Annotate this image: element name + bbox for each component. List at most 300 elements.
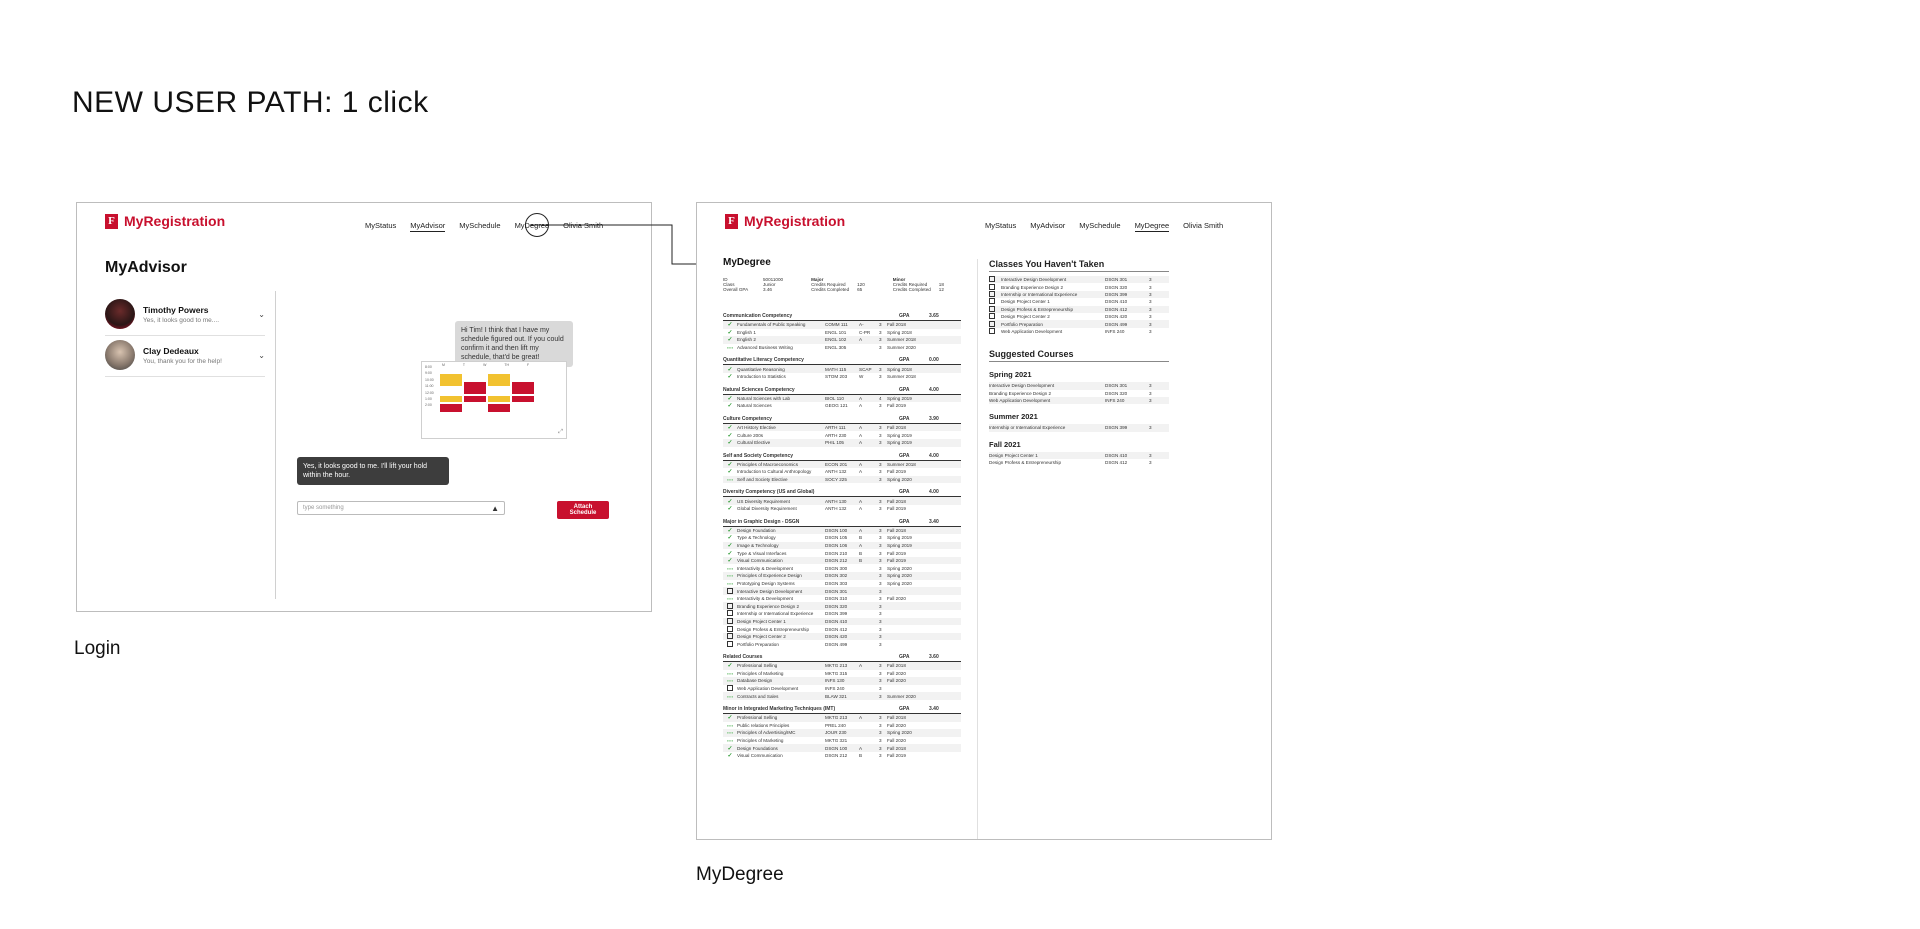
course-name: Art History Elective [737, 425, 776, 431]
course-code: DSGN 412 [825, 626, 848, 632]
checkbox-icon[interactable] [989, 306, 995, 312]
course-code: INFS 240 [1105, 398, 1125, 404]
checkbox-icon[interactable] [989, 298, 995, 304]
course-code: DSGN 100 [825, 527, 848, 533]
check-icon: ✓ [727, 506, 733, 513]
course-code: DSGN 212 [825, 558, 848, 564]
checkbox-icon[interactable] [727, 685, 733, 691]
check-icon: ✓ [727, 403, 733, 410]
course-credits: 3 [879, 663, 882, 669]
message-input[interactable] [297, 501, 505, 515]
course-row[interactable] [723, 670, 961, 678]
course-credits: 3 [879, 469, 882, 475]
course-name: Branding Experience Design 2 [1001, 284, 1064, 290]
course-code: DSGN 320 [1105, 284, 1128, 290]
course-row[interactable] [723, 602, 961, 610]
course-credits: 3 [879, 345, 882, 351]
gpa-label: GPA [899, 518, 910, 525]
course-name: Internship or International Experience [1001, 291, 1078, 297]
course-term: Spring 2019 [887, 395, 912, 401]
not-taken-row[interactable] [989, 313, 1169, 320]
student-info: ID 50011000 Class Junior Overall GPA 3.46 [723, 277, 784, 292]
expand-icon[interactable]: ⤢ [558, 429, 563, 435]
course-code: MKTG 213 [825, 715, 848, 721]
checkbox-icon[interactable] [989, 276, 995, 282]
schedule-block [512, 382, 534, 394]
term-block [989, 370, 1169, 404]
section-header [723, 416, 961, 424]
course-name: Web Application Development [989, 398, 1051, 404]
course-grade: A [859, 461, 863, 467]
check-icon: ✓ [727, 440, 733, 447]
course-code: DSGN 399 [1105, 291, 1128, 297]
course-name: Introduction to Cultural Anthropology [737, 469, 812, 475]
course-term: Spring 2020 [887, 730, 912, 736]
checkbox-icon[interactable] [727, 626, 733, 632]
course-name: Branding Experience Design 2 [989, 390, 1052, 396]
schedule-days: M T W TH F [442, 363, 530, 367]
course-name: Fundamentals of Public Speaking [737, 322, 806, 328]
gpa-label: GPA [899, 489, 910, 496]
course-term: Fall 2020 [887, 722, 906, 728]
course-row[interactable] [723, 365, 961, 373]
section-title: Major in Graphic Design - DSGN [723, 518, 800, 525]
course-name: Design Foundation [737, 527, 776, 533]
check-icon: ✓ [727, 498, 733, 505]
check-icon: ✓ [727, 329, 733, 336]
course-row[interactable] [723, 564, 961, 572]
course-credits: 3 [879, 738, 882, 744]
suggested-course-row[interactable] [989, 397, 1169, 404]
course-name: Quantitative Reasoning [737, 366, 785, 372]
course-name: Principles of Marketing [737, 738, 784, 744]
gpa-label: GPA [899, 705, 910, 712]
course-row[interactable] [723, 752, 961, 760]
course-row[interactable] [723, 737, 961, 745]
in-progress-icon: ●●● [726, 671, 734, 676]
not-taken-row[interactable] [989, 320, 1169, 327]
course-row[interactable] [723, 476, 961, 484]
check-icon: ✓ [727, 432, 733, 439]
check-icon: ✓ [727, 322, 733, 329]
course-term: Fall 2019 [887, 753, 906, 759]
course-name: Public relations Principles [737, 722, 790, 728]
requirement-sections [723, 307, 961, 760]
section-gpa: 4.00 [929, 386, 939, 393]
section-header [723, 453, 961, 461]
term-heading: Spring 2021 [989, 370, 1032, 380]
course-row[interactable] [723, 685, 961, 693]
course-credits: 3 [1149, 321, 1152, 327]
course-credits: 3 [879, 686, 882, 692]
check-icon: ✓ [727, 366, 733, 373]
term-block [989, 440, 1169, 467]
course-code: ANTH 132 [825, 469, 847, 475]
checkbox-icon[interactable] [727, 603, 733, 609]
nav-mystatus[interactable]: MyStatus [985, 221, 1017, 230]
course-name: Principles of Macroeconomics [737, 461, 799, 467]
course-code: SOCY 225 [825, 477, 847, 483]
not-taken-row[interactable] [989, 276, 1169, 283]
contact-list [105, 295, 265, 377]
course-name: Web Application Development [1001, 328, 1063, 334]
course-credits: 3 [1149, 390, 1152, 396]
section-title: Minor in Integrated Marketing Techniques (IMT) [723, 705, 836, 712]
course-credits: 3 [879, 573, 882, 579]
course-name: Design Project Center 2 [737, 634, 786, 640]
course-credits: 3 [879, 670, 882, 676]
course-term: Fall 2019 [887, 558, 906, 564]
course-code: GEOG 121 [825, 403, 848, 409]
course-row[interactable] [723, 633, 961, 641]
course-name: Visual Communication [737, 558, 783, 564]
checkbox-icon[interactable] [727, 641, 733, 647]
suggested-course-row[interactable] [989, 390, 1169, 397]
nav-myadvisor[interactable]: MyAdvisor [1030, 221, 1066, 230]
course-code: ARTH 111 [825, 425, 846, 431]
schedule-block [440, 396, 462, 402]
not-taken-row[interactable] [989, 328, 1169, 335]
course-code: PREL 240 [825, 722, 846, 728]
course-grade: A [859, 498, 863, 504]
not-taken-row[interactable] [989, 283, 1169, 290]
contact-item[interactable] [105, 295, 265, 336]
check-icon: ✓ [727, 469, 733, 476]
requirement-section [723, 416, 961, 447]
course-row[interactable] [723, 534, 961, 542]
course-credits: 3 [1149, 383, 1152, 389]
section-header [723, 706, 961, 714]
course-code: DSGN 100 [825, 745, 848, 751]
course-name: Introduction to Statistics [737, 374, 786, 380]
course-term: Fall 2019 [887, 506, 906, 512]
checkbox-icon[interactable] [989, 313, 995, 319]
course-row[interactable] [723, 729, 961, 737]
app-logo[interactable] [105, 213, 225, 229]
contact-preview: Yes, it looks good to me.... [143, 316, 219, 324]
course-grade: A [859, 440, 863, 446]
course-row[interactable] [723, 572, 961, 580]
course-credits: 3 [879, 588, 882, 594]
course-name: English 2 [737, 337, 756, 343]
course-credits: 3 [879, 678, 882, 684]
course-code: ARTH 230 [825, 432, 847, 438]
course-row[interactable] [723, 595, 961, 603]
course-credits: 3 [1149, 299, 1152, 305]
top-nav [985, 221, 1223, 232]
course-row[interactable] [723, 321, 961, 329]
course-grade: B [859, 550, 863, 556]
course-grade: A [859, 663, 863, 669]
course-credits: 3 [1149, 306, 1152, 312]
course-code: STOM 203 [825, 374, 848, 380]
course-name: Portfolio Preparation [1001, 321, 1043, 327]
section-gpa: 3.40 [929, 705, 939, 712]
nav-myschedule[interactable]: MySchedule [1079, 221, 1121, 230]
course-name: Culture 200s [737, 432, 764, 438]
contact-name: Clay Dedeaux [143, 345, 199, 356]
course-grade: A [859, 425, 863, 431]
course-row[interactable] [723, 329, 961, 337]
schedule-preview[interactable] [421, 361, 567, 439]
course-name: Design Project Center 1 [989, 452, 1038, 458]
attach-schedule-button[interactable]: Attach Schedule [557, 501, 609, 519]
course-row[interactable] [723, 461, 961, 469]
suggested-course-row[interactable] [989, 452, 1169, 459]
course-row[interactable] [723, 424, 961, 432]
course-code: MKTG 321 [825, 738, 848, 744]
course-name: Branding Experience Design 2 [737, 603, 800, 609]
in-progress-icon: ●●● [726, 739, 734, 744]
course-name: Interactive Design Development [989, 383, 1055, 389]
course-grade: A [859, 506, 863, 512]
course-name: Design Profess & Entrepreneurship [1001, 306, 1074, 312]
requirement-section [723, 654, 961, 700]
chat-divider [275, 291, 276, 599]
course-term: Spring 2019 [887, 440, 912, 446]
check-icon: ✓ [727, 558, 733, 565]
course-row[interactable] [723, 395, 961, 403]
course-row[interactable] [723, 677, 961, 685]
section-gpa: 3.40 [929, 518, 939, 525]
course-code: DSGN 106 [825, 542, 848, 548]
course-code: DSGN 301 [1105, 277, 1128, 283]
section-gpa: 3.65 [929, 313, 939, 319]
section-title: Natural Sciences Competency [723, 386, 795, 393]
course-row[interactable] [723, 580, 961, 588]
course-grade: A [859, 337, 863, 343]
course-name: English 1 [737, 329, 756, 335]
check-icon: ✓ [727, 337, 733, 344]
requirement-section [723, 489, 961, 512]
course-term: Spring 2020 [887, 565, 912, 571]
message-input-placeholder: type something [303, 505, 344, 511]
page-title: NEW USER PATH: 1 click [72, 86, 429, 119]
course-code: DSGN 303 [825, 580, 848, 586]
section-gpa: 3.60 [929, 654, 939, 660]
course-credits: 4 [879, 395, 882, 401]
section-gpa: 4.00 [929, 452, 939, 459]
checkbox-icon[interactable] [989, 321, 995, 327]
nav-mydegree[interactable]: MyDegree [514, 221, 550, 230]
course-term: Spring 2019 [887, 542, 912, 548]
course-code: DSGN 210 [825, 550, 848, 556]
course-term: Summer 2018 [887, 461, 916, 467]
course-row[interactable] [723, 625, 961, 633]
course-code: DSGN 399 [825, 611, 848, 617]
course-row[interactable] [723, 587, 961, 595]
course-grade: A [859, 432, 863, 438]
nav-user[interactable]: Olivia Smith [563, 221, 604, 230]
course-code: DSGN 420 [1105, 314, 1128, 320]
course-row[interactable] [723, 744, 961, 752]
schedule-block [488, 404, 510, 412]
course-row[interactable] [723, 542, 961, 550]
course-row[interactable] [723, 497, 961, 505]
course-credits: 3 [1149, 425, 1152, 431]
course-row[interactable] [723, 549, 961, 557]
course-row[interactable] [723, 344, 961, 352]
chevron-down-icon[interactable]: ⌄ [258, 350, 265, 360]
in-progress-icon: ●●● [726, 723, 734, 728]
term-block [989, 412, 1169, 431]
course-credits: 3 [879, 580, 882, 586]
nav-myadvisor[interactable]: MyAdvisor [410, 221, 446, 230]
course-code: DSGN 410 [1105, 299, 1128, 305]
course-grade: A [859, 469, 863, 475]
suggested-course-row[interactable] [989, 382, 1169, 389]
course-grade: C-PR [859, 329, 871, 335]
contact-item[interactable] [105, 336, 265, 377]
send-icon[interactable]: ▲ [491, 503, 499, 513]
checkbox-icon[interactable] [989, 328, 995, 334]
course-credits: 3 [879, 337, 882, 343]
checkbox-icon[interactable] [727, 588, 733, 594]
check-icon: ✓ [727, 550, 733, 557]
course-row[interactable] [723, 468, 961, 476]
app-logo[interactable] [725, 213, 845, 229]
requirement-section [723, 453, 961, 484]
course-row[interactable] [723, 439, 961, 447]
check-icon: ✓ [727, 461, 733, 468]
course-code: ENGL 305 [825, 345, 847, 351]
not-taken-row[interactable] [989, 298, 1169, 305]
nav-myschedule[interactable]: MySchedule [459, 221, 501, 230]
nav-user[interactable]: Olivia Smith [1183, 221, 1224, 230]
checkbox-icon[interactable] [989, 291, 995, 297]
checkbox-icon[interactable] [727, 633, 733, 639]
course-row[interactable] [723, 373, 961, 381]
logo-mark-icon: F [105, 214, 118, 229]
checkbox-icon[interactable] [727, 618, 733, 624]
course-code: DSGN 320 [1105, 390, 1128, 396]
course-credits: 3 [879, 693, 882, 699]
course-code: MATH 115 [825, 366, 847, 372]
schedule-block [488, 396, 510, 402]
course-term: Summer 2018 [887, 337, 916, 343]
course-credits: 3 [879, 535, 882, 541]
course-code: DSGN 301 [825, 588, 848, 594]
course-credits: 3 [879, 603, 882, 609]
requirement-section [723, 313, 961, 351]
course-row[interactable] [723, 505, 961, 513]
section-header [723, 489, 961, 497]
contact-name: Timothy Powers [143, 304, 209, 315]
course-code: DSGN 499 [825, 641, 848, 647]
course-code: JOUR 230 [825, 730, 847, 736]
course-row[interactable] [723, 640, 961, 648]
course-term: Spring 2018 [887, 329, 912, 335]
course-credits: 3 [879, 618, 882, 624]
check-icon: ✓ [727, 745, 733, 752]
course-row[interactable] [723, 722, 961, 730]
not-taken-row[interactable] [989, 291, 1169, 298]
course-credits: 3 [879, 527, 882, 533]
course-code: ANTH 130 [825, 498, 847, 504]
course-credits: 3 [1149, 314, 1152, 320]
course-name: Natural Sciences with Lab [737, 395, 791, 401]
course-code: DSGN 410 [825, 618, 848, 624]
course-row[interactable] [723, 714, 961, 722]
check-icon: ✓ [727, 715, 733, 722]
course-credits: 3 [879, 550, 882, 556]
course-name: Design Foundations [737, 745, 778, 751]
gpa-label: GPA [899, 415, 910, 422]
course-name: Natural Sciences [737, 403, 772, 409]
nav-mydegree[interactable]: MyDegree [1134, 221, 1170, 230]
course-name: Visual Communication [737, 753, 783, 759]
course-credits: 3 [879, 542, 882, 548]
course-row[interactable] [723, 527, 961, 535]
course-term: Fall 2018 [887, 527, 906, 533]
checkbox-icon[interactable] [989, 284, 995, 290]
course-row[interactable] [723, 431, 961, 439]
section-header [723, 519, 961, 527]
in-progress-icon: ●●● [726, 731, 734, 736]
schedule-block [464, 396, 486, 402]
course-term: Fall 2020 [887, 670, 906, 676]
course-name: Database Design [737, 678, 773, 684]
course-term: Fall 2018 [887, 322, 906, 328]
course-credits: 3 [879, 403, 882, 409]
section-header [723, 357, 961, 365]
course-term: Spring 2020 [887, 477, 912, 483]
course-grade: B [859, 753, 863, 759]
course-row[interactable] [723, 336, 961, 344]
course-credits: 3 [879, 425, 882, 431]
check-icon: ✓ [727, 425, 733, 432]
course-term: Fall 2018 [887, 715, 906, 721]
not-taken-heading: Classes You Haven't Taken [989, 259, 1169, 272]
course-code: MKTG 315 [825, 670, 848, 676]
course-credits: 3 [1149, 328, 1152, 334]
in-progress-icon: ●●● [726, 694, 734, 699]
nav-mystatus[interactable]: MyStatus [365, 221, 397, 230]
course-row[interactable] [723, 402, 961, 410]
course-code: BIOL 110 [825, 395, 844, 401]
course-code: INFS 240 [825, 686, 845, 692]
course-credits: 3 [1149, 398, 1152, 404]
course-row[interactable] [723, 692, 961, 700]
chevron-down-icon[interactable]: ⌄ [258, 309, 265, 319]
course-name: Type & Technology [737, 535, 776, 541]
course-row[interactable] [723, 557, 961, 565]
checkbox-icon[interactable] [727, 610, 733, 616]
mydegree-screen [696, 202, 1272, 840]
course-grade: A- [859, 322, 864, 328]
incoming-message: Hi Tim! I think that I have my schedule figured out. If you could confirm it and then lift my schedule, that'd be great! [455, 321, 573, 367]
outgoing-message: Yes, it looks good to me. I'll lift your hold within the hour. [297, 457, 449, 485]
in-progress-icon: ●●● [726, 574, 734, 579]
course-credits: 3 [879, 498, 882, 504]
suggested-course-row[interactable] [989, 459, 1169, 466]
course-credits: 3 [879, 730, 882, 736]
course-term: Fall 2020 [887, 596, 906, 602]
course-grade: A [859, 403, 863, 409]
course-row[interactable] [723, 618, 961, 626]
course-row[interactable] [723, 662, 961, 670]
not-taken-row[interactable] [989, 306, 1169, 313]
degree-summary [723, 277, 944, 292]
in-progress-icon: ●●● [726, 478, 734, 483]
term-heading: Fall 2021 [989, 439, 1021, 449]
course-grade: A [859, 527, 863, 533]
suggested-course-row[interactable] [989, 424, 1169, 431]
section-gpa: 0.00 [929, 357, 939, 364]
course-row[interactable] [723, 610, 961, 618]
course-grade: SCAP [859, 366, 872, 372]
course-credits: 3 [879, 558, 882, 564]
